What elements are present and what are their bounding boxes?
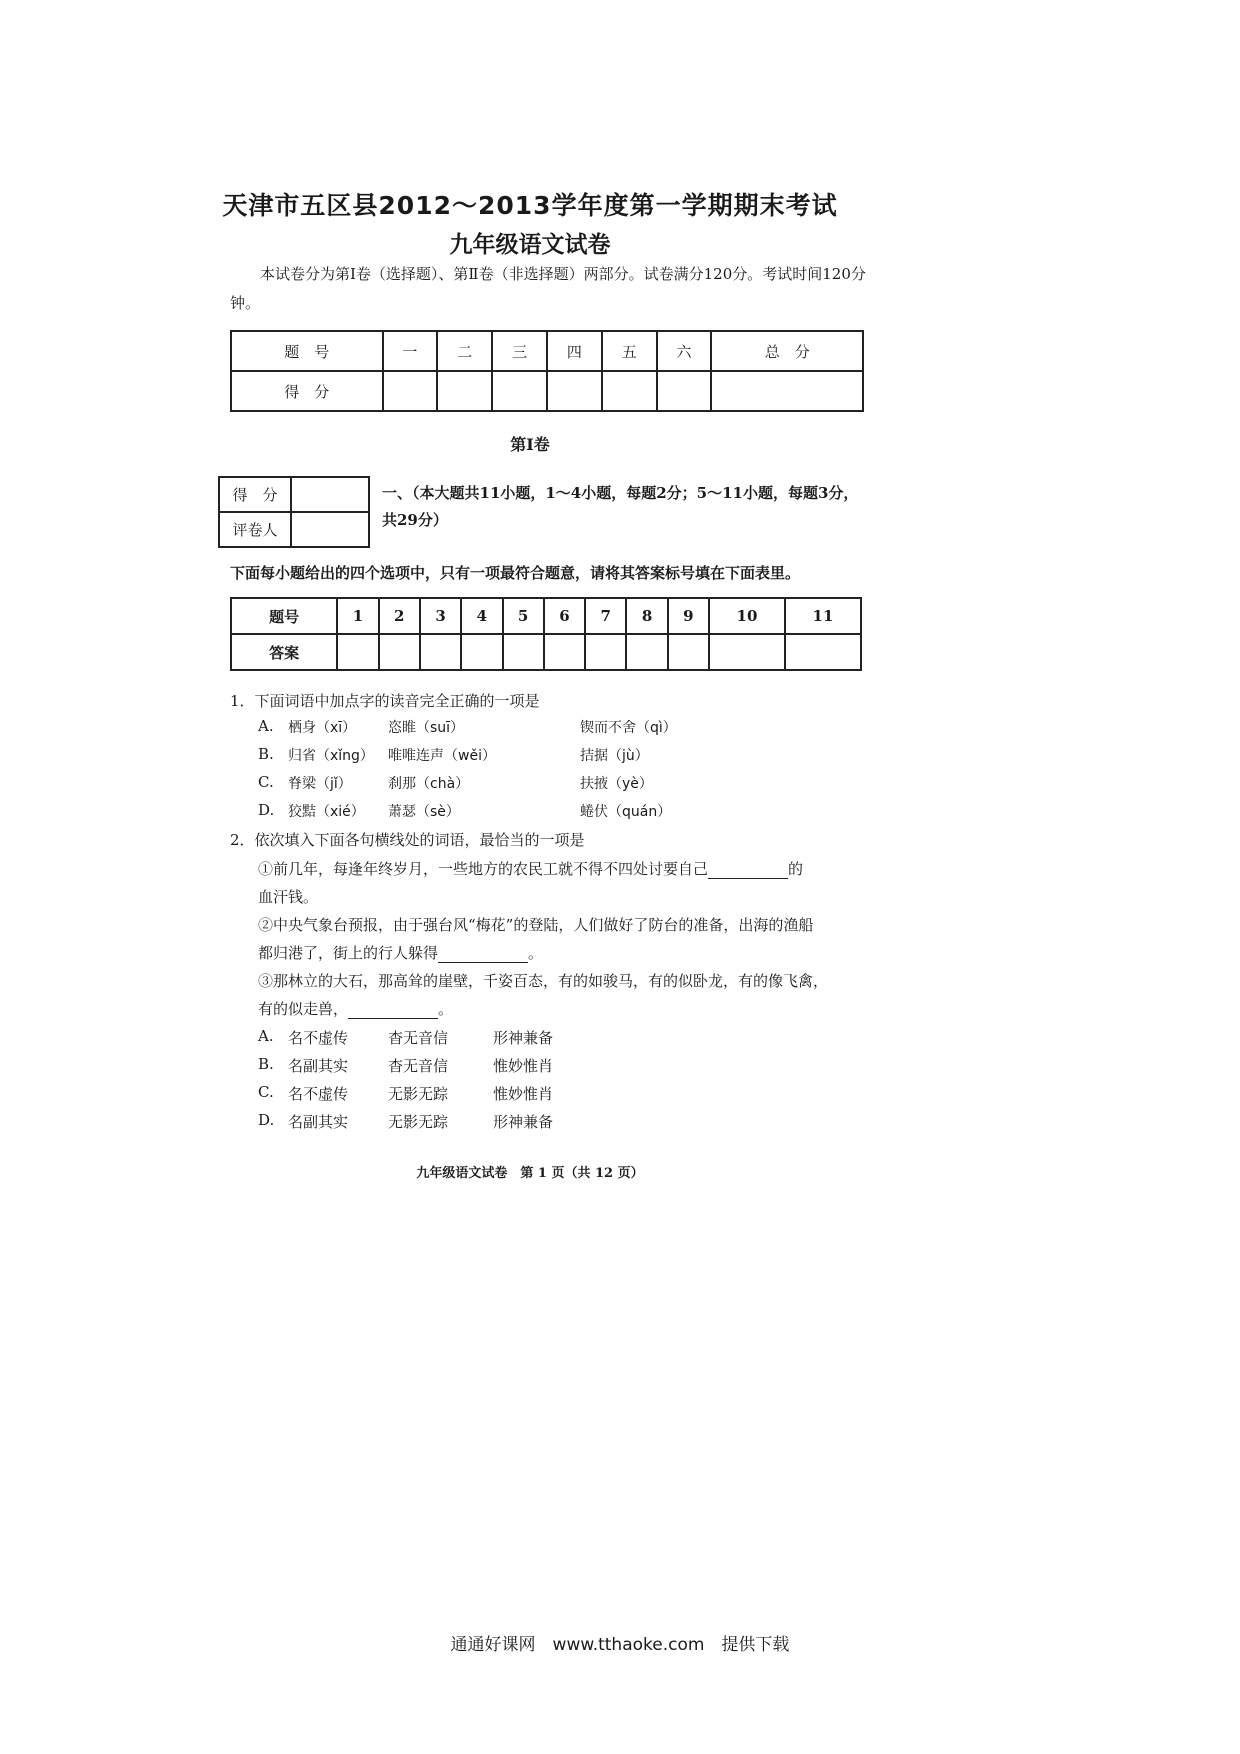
option-letter: D. bbox=[258, 801, 275, 819]
exam-intro: 本试卷分为第Ⅰ卷（选择题）、第Ⅱ卷（非选择题）两部分。试卷满分120分。考试时间120分钟。 bbox=[230, 265, 866, 312]
question-2-sentence-1-cont: 血汗钱。 bbox=[258, 888, 319, 906]
score-table-header-row bbox=[231, 331, 863, 371]
exam-title: 天津市五区县2012～2013学年度第一学期期末考试 bbox=[222, 191, 838, 220]
option-letter: B. bbox=[258, 745, 274, 763]
answer-table-row-label: 答案 bbox=[231, 634, 337, 670]
option-term: 栖身（xī） bbox=[288, 720, 357, 736]
question-2-sentence-2-cont bbox=[258, 942, 878, 963]
option-term: 杳无音信 bbox=[388, 1057, 449, 1075]
option-term: 名副其实 bbox=[288, 1113, 349, 1131]
question-number: 11 bbox=[785, 598, 861, 634]
question-2-option-a bbox=[258, 1027, 678, 1049]
sentence-text: 的 bbox=[788, 860, 804, 878]
answer-cell[interactable] bbox=[585, 634, 626, 670]
answer-table-number-row bbox=[231, 598, 861, 634]
option-term: 拮据（jù） bbox=[580, 748, 649, 764]
score-cell[interactable] bbox=[437, 371, 492, 411]
sentence-text: 有的似走兽， bbox=[258, 1000, 349, 1018]
option-term: 无影无踪 bbox=[388, 1085, 449, 1103]
question-number: 9 bbox=[668, 598, 709, 634]
question-1-stem: 1．下面词语中加点字的读音完全正确的一项是 bbox=[230, 692, 540, 710]
question-2-sentence-1 bbox=[258, 858, 878, 879]
question-2-option-b bbox=[258, 1055, 678, 1077]
answer-blank[interactable] bbox=[348, 1000, 438, 1019]
score-table-col: 三 bbox=[492, 331, 547, 371]
option-term: 归省（xǐng） bbox=[288, 748, 374, 764]
score-table-col: 二 bbox=[437, 331, 492, 371]
question-1-option-d bbox=[258, 801, 858, 823]
score-table-row-label: 得 分 bbox=[231, 371, 383, 411]
answer-cell[interactable] bbox=[420, 634, 461, 670]
section-title: 第Ⅰ卷 bbox=[510, 435, 550, 454]
option-letter: C. bbox=[258, 773, 274, 791]
answer-cell[interactable] bbox=[544, 634, 585, 670]
option-term: 刹那（chà） bbox=[388, 776, 470, 792]
question-2-sentence-3: ③那林立的大石，那高耸的崖壁，千姿百态，有的如骏马，有的似卧龙，有的像飞禽， bbox=[258, 972, 829, 990]
score-cell[interactable] bbox=[602, 371, 657, 411]
option-term: 形神兼备 bbox=[493, 1029, 554, 1047]
answer-blank[interactable] bbox=[438, 944, 528, 963]
option-term: 狡黠（xié） bbox=[288, 804, 365, 820]
grader-label: 评卷人 bbox=[219, 512, 291, 547]
score-table-col: 一 bbox=[383, 331, 438, 371]
question-1-option-b bbox=[258, 745, 858, 767]
sentence-text: 都归港了，街上的行人躲得 bbox=[258, 944, 439, 962]
answer-table-answer-row bbox=[231, 634, 861, 670]
question-1-option-a bbox=[258, 717, 858, 739]
question-number: 3 bbox=[420, 598, 461, 634]
answer-cell[interactable] bbox=[503, 634, 544, 670]
option-letter: C. bbox=[258, 1083, 274, 1101]
option-term: 惟妙惟肖 bbox=[493, 1057, 554, 1075]
option-letter: A. bbox=[258, 1027, 274, 1045]
download-note: 通通好课网 www.tthaoke.com 提供下载 bbox=[450, 1635, 790, 1655]
answer-cell[interactable] bbox=[709, 634, 785, 670]
option-term: 萧瑟（sè） bbox=[388, 804, 460, 820]
score-cell[interactable] bbox=[383, 371, 438, 411]
option-term: 名不虚传 bbox=[288, 1085, 349, 1103]
answer-table bbox=[230, 597, 862, 671]
option-term: 恣睢（suī） bbox=[388, 720, 465, 736]
answer-blank[interactable] bbox=[708, 860, 788, 879]
option-term: 名不虚传 bbox=[288, 1029, 349, 1047]
option-term: 唯唯连声（wěi） bbox=[388, 748, 496, 764]
sentence-text: 。 bbox=[528, 944, 544, 962]
question-number: 4 bbox=[461, 598, 502, 634]
answer-table-row-label: 题号 bbox=[231, 598, 337, 634]
answer-cell[interactable] bbox=[785, 634, 861, 670]
question-number: 8 bbox=[626, 598, 667, 634]
option-letter: A. bbox=[258, 717, 274, 735]
answer-cell[interactable] bbox=[461, 634, 502, 670]
page-footer: 九年级语文试卷 第 1 页（共 12 页） bbox=[416, 1166, 644, 1181]
answer-cell[interactable] bbox=[626, 634, 667, 670]
score-table-col: 四 bbox=[547, 331, 602, 371]
question-number: 7 bbox=[585, 598, 626, 634]
instruction-text: 下面每小题给出的四个选项中，只有一项最符合题意，请将其答案标号填在下面表里。 bbox=[230, 564, 801, 582]
option-letter: B. bbox=[258, 1055, 274, 1073]
score-cell[interactable] bbox=[547, 371, 602, 411]
grader-table bbox=[218, 476, 370, 548]
score-table-row-label: 题 号 bbox=[231, 331, 383, 371]
option-term: 蜷伏（quán） bbox=[580, 804, 672, 820]
score-cell[interactable] bbox=[657, 371, 712, 411]
grader-score-cell[interactable] bbox=[291, 477, 369, 512]
sentence-text: ①前几年，每逢年终岁月，一些地方的农民工就不得不四处讨要自己 bbox=[258, 860, 709, 878]
score-cell[interactable] bbox=[711, 371, 863, 411]
score-table bbox=[230, 330, 864, 412]
option-term: 扶掖（yè） bbox=[580, 776, 653, 792]
option-term: 无影无踪 bbox=[388, 1113, 449, 1131]
option-term: 锲而不舍（qì） bbox=[580, 720, 677, 736]
question-number: 2 bbox=[379, 598, 420, 634]
option-term: 惟妙惟肖 bbox=[493, 1085, 554, 1103]
score-table-col: 五 bbox=[602, 331, 657, 371]
question-number: 10 bbox=[709, 598, 785, 634]
option-term: 名副其实 bbox=[288, 1057, 349, 1075]
score-table-col: 总 分 bbox=[711, 331, 863, 371]
question-2-sentence-2: ②中央气象台预报，由于强台风“梅花”的登陆，人们做好了防台的准备，出海的渔船 bbox=[258, 916, 814, 934]
option-term: 形神兼备 bbox=[493, 1113, 554, 1131]
answer-cell[interactable] bbox=[379, 634, 420, 670]
question-number: 5 bbox=[503, 598, 544, 634]
grader-score-label: 得 分 bbox=[219, 477, 291, 512]
question-2-stem: 2．依次填入下面各句横线处的词语，最恰当的一项是 bbox=[230, 831, 585, 849]
answer-cell[interactable] bbox=[337, 634, 378, 670]
option-letter: D. bbox=[258, 1111, 275, 1129]
score-table-col: 六 bbox=[657, 331, 712, 371]
question-2-option-d bbox=[258, 1111, 678, 1133]
question-number: 6 bbox=[544, 598, 585, 634]
grader-name-cell[interactable] bbox=[291, 512, 369, 547]
question-2-sentence-3-cont bbox=[258, 998, 878, 1019]
option-term: 杳无音信 bbox=[388, 1029, 449, 1047]
score-table-score-row bbox=[231, 371, 863, 411]
question-2-option-c bbox=[258, 1083, 678, 1105]
answer-cell[interactable] bbox=[668, 634, 709, 670]
question-1-option-c bbox=[258, 773, 858, 795]
score-cell[interactable] bbox=[492, 371, 547, 411]
question-number: 1 bbox=[337, 598, 378, 634]
sentence-text: 。 bbox=[438, 1000, 454, 1018]
part-heading: 一、（本大题共11小题，1～4小题，每题2分；5～11小题，每题3分，共29分） bbox=[382, 484, 859, 529]
exam-subtitle: 九年级语文试卷 bbox=[449, 232, 611, 258]
option-term: 脊梁（jǐ） bbox=[288, 776, 352, 792]
